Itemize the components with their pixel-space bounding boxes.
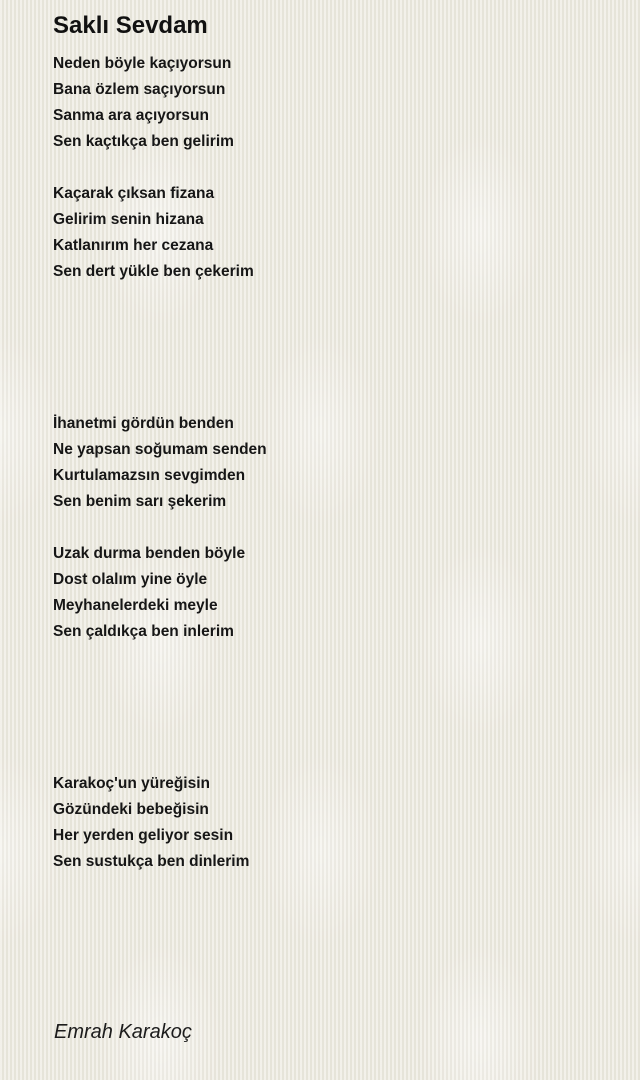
poem-line: Gözündeki bebeğisin: [53, 801, 209, 818]
poem-line: Kurtulamazsın sevgimden: [53, 467, 246, 484]
poem-line: Her yerden geliyor sesin: [53, 827, 234, 844]
poem-line: Sen benim sarı şekerim: [53, 493, 227, 510]
poem-line: Kaçarak çıksan fizana: [53, 185, 215, 202]
poem-line: Meyhanelerdeki meyle: [53, 597, 218, 614]
poem-line: Dost olalım yine öyle: [53, 571, 208, 588]
poem-line: Katlanırım her cezana: [53, 237, 214, 254]
poem-line: Sen dert yükle ben çekerim: [53, 263, 254, 280]
poem-title: Saklı Sevdam: [53, 12, 208, 39]
poem-line: Sen kaçtıkça ben gelirim: [53, 133, 234, 150]
poem-line: Sanma ara açıyorsun: [53, 107, 209, 124]
poem-line: Karakoç'un yüreğisin: [53, 775, 211, 792]
poem-line: İhanetmi gördün benden: [53, 415, 234, 432]
poem-line: Sen çaldıkça ben inlerim: [53, 623, 234, 640]
poem-line: Ne yapsan soğumam senden: [53, 441, 267, 458]
poem-line: Bana özlem saçıyorsun: [53, 81, 226, 98]
poem-line: Gelirim senin hizana: [53, 211, 204, 228]
poem-line: Neden böyle kaçıyorsun: [53, 55, 232, 72]
poem-line: Sen sustukça ben dinlerim: [53, 853, 250, 870]
poem-author: Emrah Karakoç: [54, 1021, 192, 1043]
poem-line: Uzak durma benden böyle: [53, 545, 246, 562]
